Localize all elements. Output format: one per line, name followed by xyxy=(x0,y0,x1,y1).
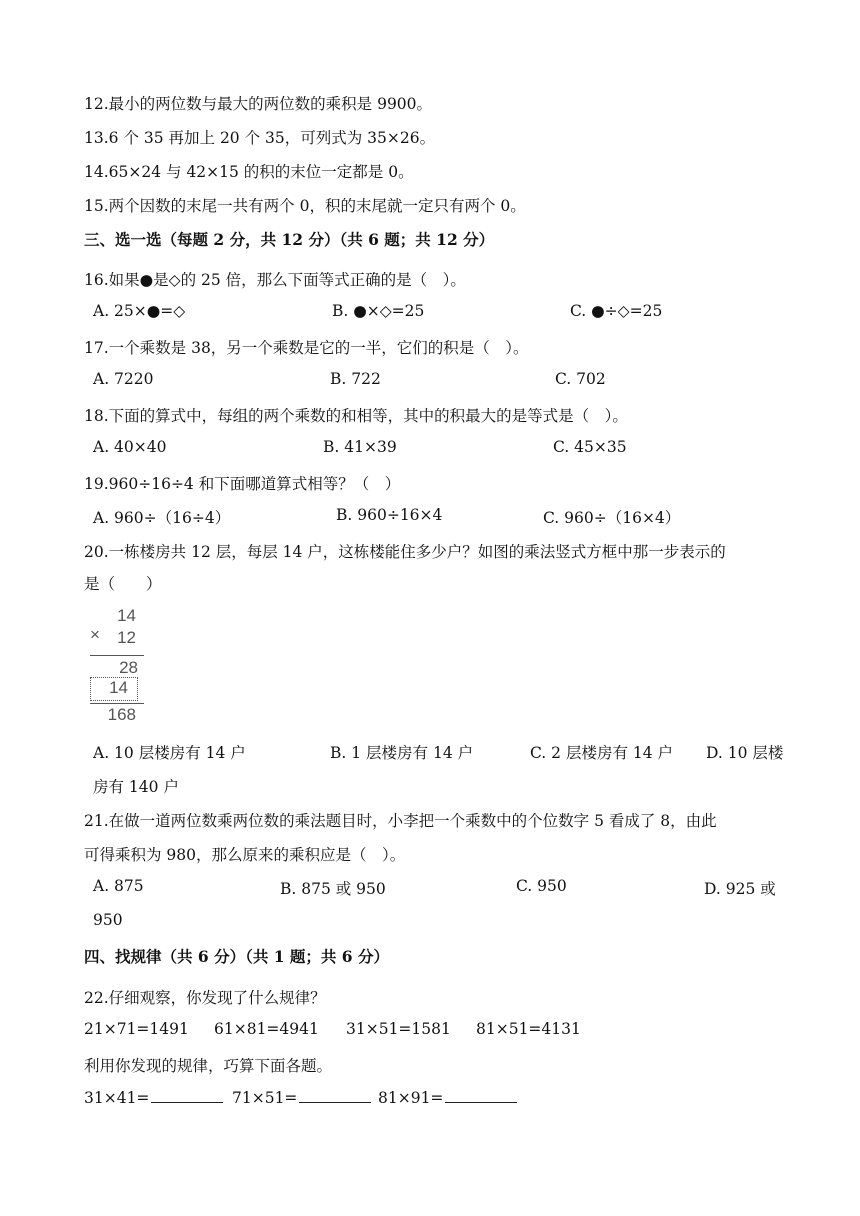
section-4-heading: 四、找规律（共 6 分）（共 1 题；共 6 分） xyxy=(84,947,389,966)
q20-option-d[interactable]: D. 10 层楼 xyxy=(706,744,784,762)
rule-line-1 xyxy=(90,655,144,656)
partial-product-1: 28 xyxy=(119,658,138,677)
q16-option-c[interactable]: C. ●÷◇=25 xyxy=(570,302,663,320)
q17-option-a[interactable]: A. 7220 xyxy=(93,370,154,388)
q19-option-a[interactable]: A. 960÷（16÷4） xyxy=(93,509,231,527)
q22-answer-blank-2[interactable] xyxy=(299,1088,371,1103)
multiplicand: 14 xyxy=(117,606,136,625)
question-19: 19.960÷16÷4 和下面哪道算式相等？（ ） xyxy=(84,475,401,493)
q22-example-1: 21×71=1491 xyxy=(84,1020,189,1038)
question-14: 14.65×24 与 42×15 的积的末位一定都是 0。 xyxy=(84,163,414,181)
rule-line-2 xyxy=(90,703,144,704)
question-20-line-2: 是（ ） xyxy=(84,575,162,593)
q18-option-c[interactable]: C. 45×35 xyxy=(553,438,627,456)
final-product: 168 xyxy=(107,705,136,724)
q21-option-d[interactable]: D. 925 或 xyxy=(704,880,776,898)
q20-option-a[interactable]: A. 10 层楼房有 14 户 xyxy=(93,744,246,762)
q22-example-2: 61×81=4941 xyxy=(214,1020,319,1038)
vertical-multiplication-figure xyxy=(88,606,148,728)
q16-option-b[interactable]: B. ●×◇=25 xyxy=(332,302,425,320)
q21-option-a[interactable]: A. 875 xyxy=(93,877,144,895)
q21-option-b[interactable]: B. 875 或 950 xyxy=(280,880,386,898)
q22-answer-blank-1[interactable] xyxy=(151,1088,223,1103)
q22-problem-1 xyxy=(84,1088,223,1107)
question-15: 15.两个因数的末尾一共有两个 0，积的末尾就一定只有两个 0。 xyxy=(84,197,526,215)
section-3-heading: 三、选一选（每题 2 分，共 12 分）（共 6 题；共 12 分） xyxy=(84,230,495,249)
q22-instruction: 利用你发现的规律，巧算下面各题。 xyxy=(84,1057,333,1075)
q22-example-3: 31×51=1581 xyxy=(346,1020,451,1038)
q21-option-d-cont: 950 xyxy=(93,911,123,929)
question-21-line-2: 可得乘积为 980，那么原来的乘积应是（ ）。 xyxy=(84,846,406,864)
multiplier: 12 xyxy=(117,628,136,647)
question-20-line-1: 20.一栋楼房共 12 层，每层 14 户，这栋楼能住多少户？如图的乘法竖式方框中那一步表示的 xyxy=(84,543,726,561)
q20-option-b[interactable]: B. 1 层楼房有 14 户 xyxy=(330,744,474,762)
q22-problem-2-text: 71×51= xyxy=(232,1089,298,1107)
q20-option-c[interactable]: C. 2 层楼房有 14 户 xyxy=(530,744,674,762)
question-22: 22.仔细观察，你发现了什么规律？ xyxy=(84,989,326,1007)
q22-problem-1-text: 31×41= xyxy=(84,1089,150,1107)
q22-problem-2 xyxy=(232,1088,371,1107)
q21-option-c[interactable]: C. 950 xyxy=(516,877,567,895)
q17-option-b[interactable]: B. 722 xyxy=(330,370,381,388)
q19-option-c[interactable]: C. 960÷（16×4） xyxy=(543,509,681,527)
question-12: 12.最小的两位数与最大的两位数的乘积是 9900。 xyxy=(84,95,433,113)
question-16: 16.如果●是◇的 25 倍，那么下面等式正确的是（ ）。 xyxy=(84,271,466,289)
q22-answer-blank-3[interactable] xyxy=(445,1088,517,1103)
q18-option-a[interactable]: A. 40×40 xyxy=(93,438,167,456)
question-17: 17.一个乘数是 38，另一个乘数是它的一半，它们的积是（ ）。 xyxy=(84,339,529,357)
q18-option-b[interactable]: B. 41×39 xyxy=(323,438,397,456)
question-18: 18.下面的算式中，每组的两个乘数的和相等，其中的积最大的是等式是（ ）。 xyxy=(84,407,628,425)
times-sign: × xyxy=(90,625,100,644)
q19-option-b[interactable]: B. 960÷16×4 xyxy=(336,506,443,524)
q22-example-4: 81×51=4131 xyxy=(476,1020,581,1038)
question-13: 13.6 个 35 再加上 20 个 35，可列式为 35×26。 xyxy=(84,129,436,147)
q17-option-c[interactable]: C. 702 xyxy=(555,370,606,388)
question-21-line-1: 21.在做一道两位数乘两位数的乘法题目时，小李把一个乘数中的个位数字 5 看成了 8，由此 xyxy=(84,812,717,830)
q22-problem-3-text: 81×91= xyxy=(378,1089,444,1107)
q16-option-a[interactable]: A. 25×●=◇ xyxy=(93,302,186,320)
partial-product-2: 14 xyxy=(109,678,128,697)
q22-problem-3 xyxy=(378,1088,517,1107)
q20-option-d-cont: 房有 140 户 xyxy=(93,778,179,796)
